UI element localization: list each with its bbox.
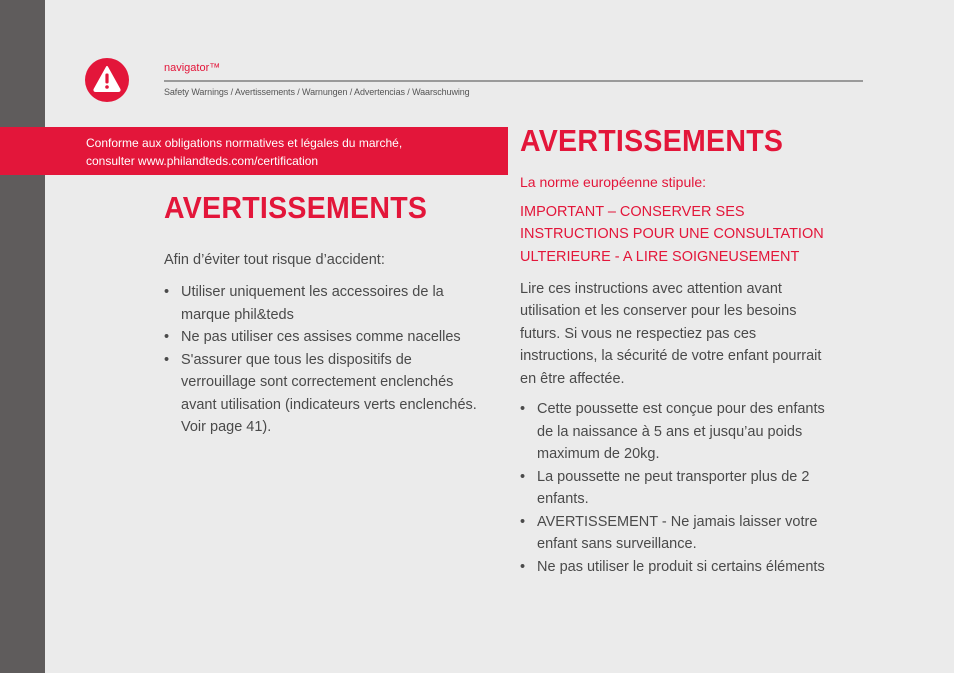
certification-text xyxy=(86,134,486,170)
page-subtitle: Safety Warnings / Avertissements / Warnungen / Advertencias / Waarschuwing xyxy=(164,87,470,97)
header-divider xyxy=(164,80,863,82)
left-section-title: AVERTISSEMENTS xyxy=(164,190,428,225)
list-item: • La poussette ne peut transporter plus de 2 enfants. xyxy=(520,466,865,511)
left-margin-strip xyxy=(0,0,45,673)
warning-icon xyxy=(85,58,129,102)
norm-statement: La norme européenne stipule: xyxy=(520,174,707,190)
certification-link[interactable]: consulter www.philandteds.com/certification xyxy=(86,154,319,168)
list-item: • Ne pas utiliser ces assises comme nacelles xyxy=(164,326,514,349)
list-item: • Cette poussette est conçue pour des enfants de la naissance à 5 ans et jusqu’au poids maximum de 20kg. xyxy=(520,398,865,466)
list-item: • AVERTISSEMENT - Ne jamais laisser votre enfant sans surveillance. xyxy=(520,511,865,556)
right-section-title: AVERTISSEMENTS xyxy=(520,123,784,158)
left-column xyxy=(164,190,514,439)
certification-line: Conforme aux obligations normatives et légales du marché, xyxy=(86,136,403,150)
right-column xyxy=(520,123,865,578)
list-item: • Ne pas utiliser le produit si certains éléments xyxy=(520,556,865,579)
left-intro: Afin d’éviter tout risque d’accident: xyxy=(164,252,385,268)
list-item: • S'assurer que tous les dispositifs de verrouillage sont correctement enclenchés avant utilisation (indicateurs verts enclenchés. Voir page 41). xyxy=(164,349,514,439)
instructions-paragraph: Lire ces instructions avec attention avant utilisation et les conserver pour les besoins futurs. Si vous ne respectiez pas ces instructions, la sécurité de votre enfant pourrait en être affectée. xyxy=(520,280,822,387)
right-warning-list xyxy=(520,398,865,578)
list-item: • Utiliser uniquement les accessoires de la marque phil&teds xyxy=(164,281,514,326)
left-warning-list xyxy=(164,281,514,439)
brand-name: navigator™ xyxy=(164,62,221,74)
important-notice: IMPORTANT – CONSERVER SES INSTRUCTIONS POUR UNE CONSULTATION ULTERIEURE - A LIRE SOIGNEUSEMENT xyxy=(520,204,824,265)
